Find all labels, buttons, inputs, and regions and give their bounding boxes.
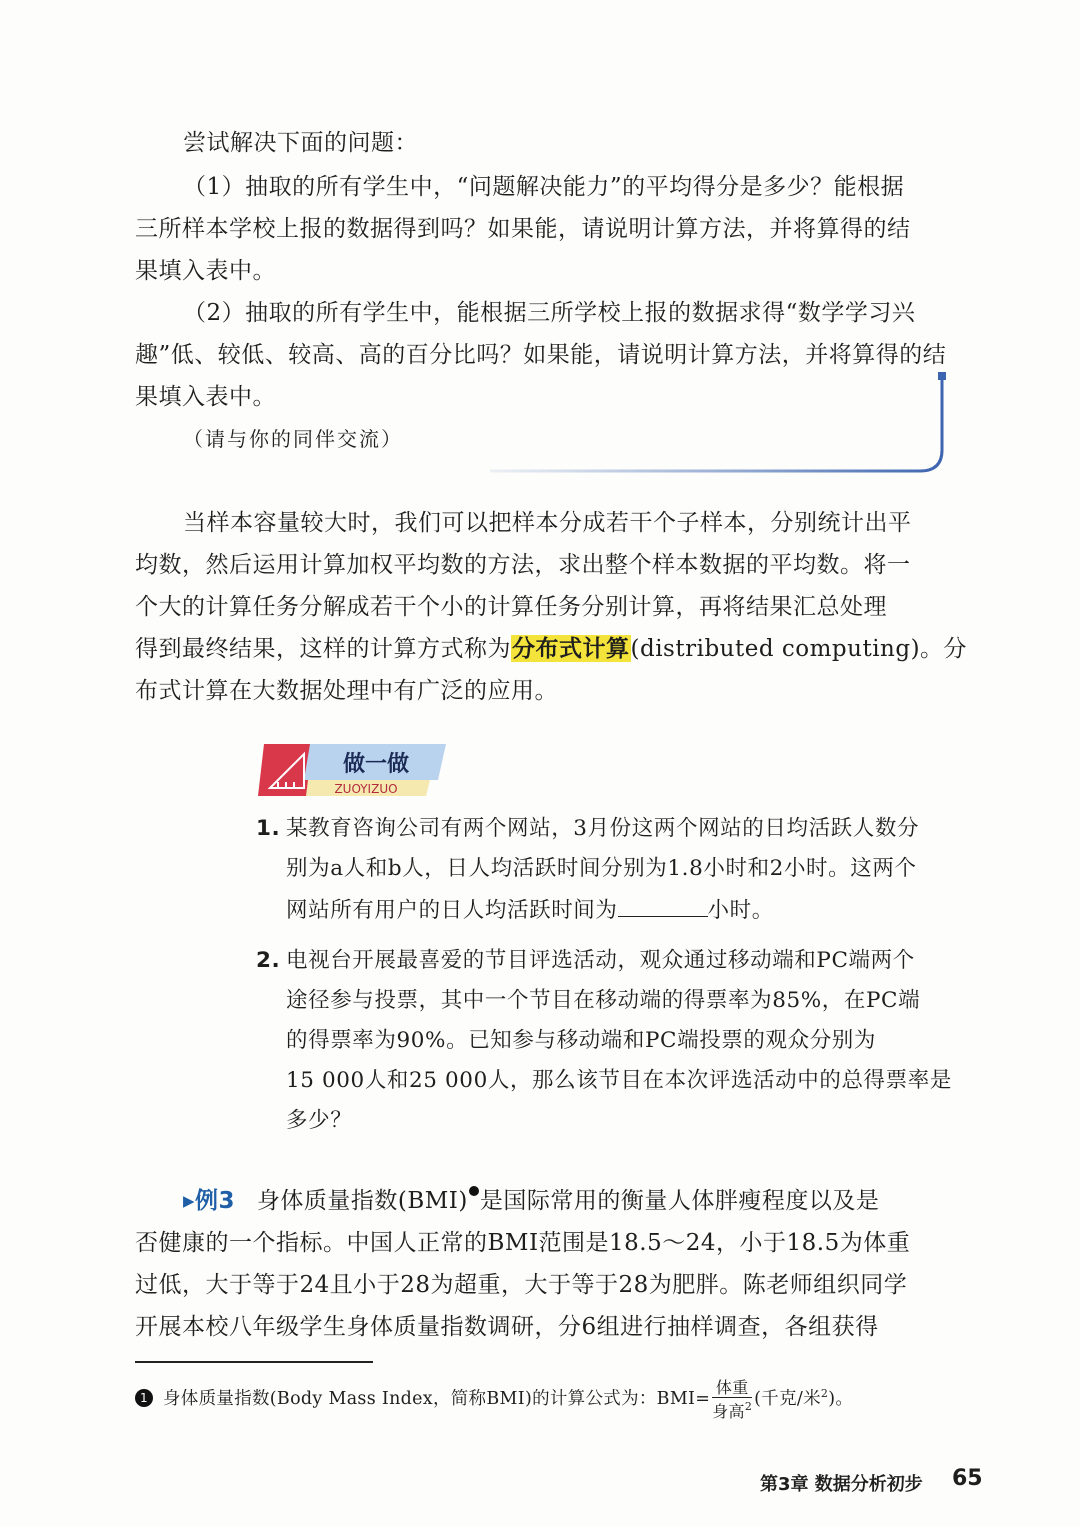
term-distributed-computing: 分布式计算 — [512, 635, 630, 662]
example3-tag: ▸例3 — [183, 1188, 236, 1214]
bmi-fraction — [712, 1379, 752, 1421]
item1-line-1: 某教育咨询公司有两个网站，3月份这两个网站的日均活跃人数分 — [286, 816, 920, 841]
fraction-numerator: 体重 — [712, 1379, 752, 1398]
q2-line-3: 果填入表中。 — [135, 384, 276, 410]
item1-line-3-after: 小时。 — [707, 898, 774, 923]
example3-line-1-after: 是国际常用的衡量人体胖瘦程度以及是 — [479, 1188, 880, 1214]
answer-blank — [618, 894, 708, 917]
fraction-denominator — [712, 1398, 752, 1421]
item2-line-2: 途径参与投票，其中一个节目在移动端的得票率为85%，在PC端 — [286, 988, 921, 1013]
example3-line-4: 开展本校八年级学生身体质量指数调研，分6组进行抽样调查，各组获得 — [135, 1314, 879, 1340]
item1-number: 1. — [256, 816, 281, 841]
dist-line-5: 布式计算在大数据处理中有广泛的应用。 — [135, 678, 558, 704]
activity-title: 做一做 — [342, 752, 410, 777]
footnote-text-before: 身体质量指数(Body Mass Index，简称BMI)的计算公式为：BMI= — [163, 1389, 711, 1409]
fraction-denominator-sup: 2 — [744, 1399, 753, 1413]
dist-line-3: 个大的计算任务分解成若干个小的计算任务分别计算，再将结果汇总处理 — [135, 594, 887, 620]
footnote-ref-icon — [469, 1186, 479, 1196]
q2-line-1: （2）抽取的所有学生中，能根据三所学校上报的数据求得“数学学习兴 — [183, 300, 916, 326]
decorative-bracket-line — [490, 372, 946, 474]
page-number: 65 — [952, 1466, 983, 1491]
chapter-footer: 第3章 数据分析初步 — [760, 1474, 923, 1495]
footnote-unit-sup: 2 — [820, 1387, 829, 1400]
item2-line-1: 电视台开展最喜爱的节目评选活动，观众通过移动端和PC端两个 — [286, 948, 915, 973]
intro-heading: 尝试解决下面的问题： — [183, 130, 418, 156]
q1-line-2: 三所样本学校上报的数据得到吗？如果能，请说明计算方法，并将算得的结 — [135, 216, 911, 242]
footnote-text-end: )。 — [828, 1389, 854, 1409]
item2-line-4: 15 000人和25 000人，那么该节目在本次评选活动中的总得票率是 — [286, 1068, 952, 1093]
footnote-marker: 1 — [135, 1389, 153, 1407]
activity-subtitle: ZUOYIZUO — [334, 782, 398, 796]
dist-line-1: 当样本容量较大时，我们可以把样本分成若干个子样本，分别统计出平 — [183, 510, 912, 536]
footnote-text-after: (千克/米 — [754, 1389, 821, 1409]
item2-line-3: 的得票率为90%。已知参与移动端和PC端投票的观众分别为 — [286, 1028, 877, 1053]
dist-line-4-before: 得到最终结果，这样的计算方式称为 — [135, 636, 511, 662]
example3-line-1-before: 身体质量指数(BMI) — [256, 1188, 468, 1214]
q2-line-2: 趣”低、较低、较高、高的百分比吗？如果能，请说明计算方法，并将算得的结 — [135, 342, 947, 368]
dist-line-2: 均数，然后运用计算加权平均数的方法，求出整个样本数据的平均数。将一 — [135, 552, 911, 578]
item1-line-3-before: 网站所有用户的日人均活跃时间为 — [286, 898, 618, 923]
dist-line-4-after: (distributed computing)。分 — [630, 636, 968, 662]
footnote-divider — [135, 1361, 373, 1363]
item2-line-5: 多少？ — [286, 1108, 353, 1133]
footnote — [135, 1374, 853, 1421]
q1-line-1: （1）抽取的所有学生中，“问题解决能力”的平均得分是多少？能根据 — [183, 174, 905, 200]
q1-line-3: 果填入表中。 — [135, 258, 276, 284]
example3-line-1 — [183, 1186, 879, 1216]
example3-line-3: 过低，大于等于24且小于28为超重，大于等于28为肥胖。陈老师组织同学 — [135, 1272, 908, 1298]
item1-line-2: 别为a人和b人，日人均活跃时间分别为1.8小时和2小时。这两个 — [286, 856, 917, 881]
item1-line-3 — [286, 894, 774, 926]
activity-badge — [258, 742, 448, 798]
discussion-note: （请与你的同伴交流） — [183, 427, 403, 451]
fraction-denominator-text: 身高 — [712, 1401, 745, 1421]
dist-line-4 — [135, 634, 967, 664]
example3-line-2: 否健康的一个指标。中国人正常的BMI范围是18.5～24，小于18.5为体重 — [135, 1230, 911, 1256]
item2-number: 2. — [256, 948, 281, 973]
